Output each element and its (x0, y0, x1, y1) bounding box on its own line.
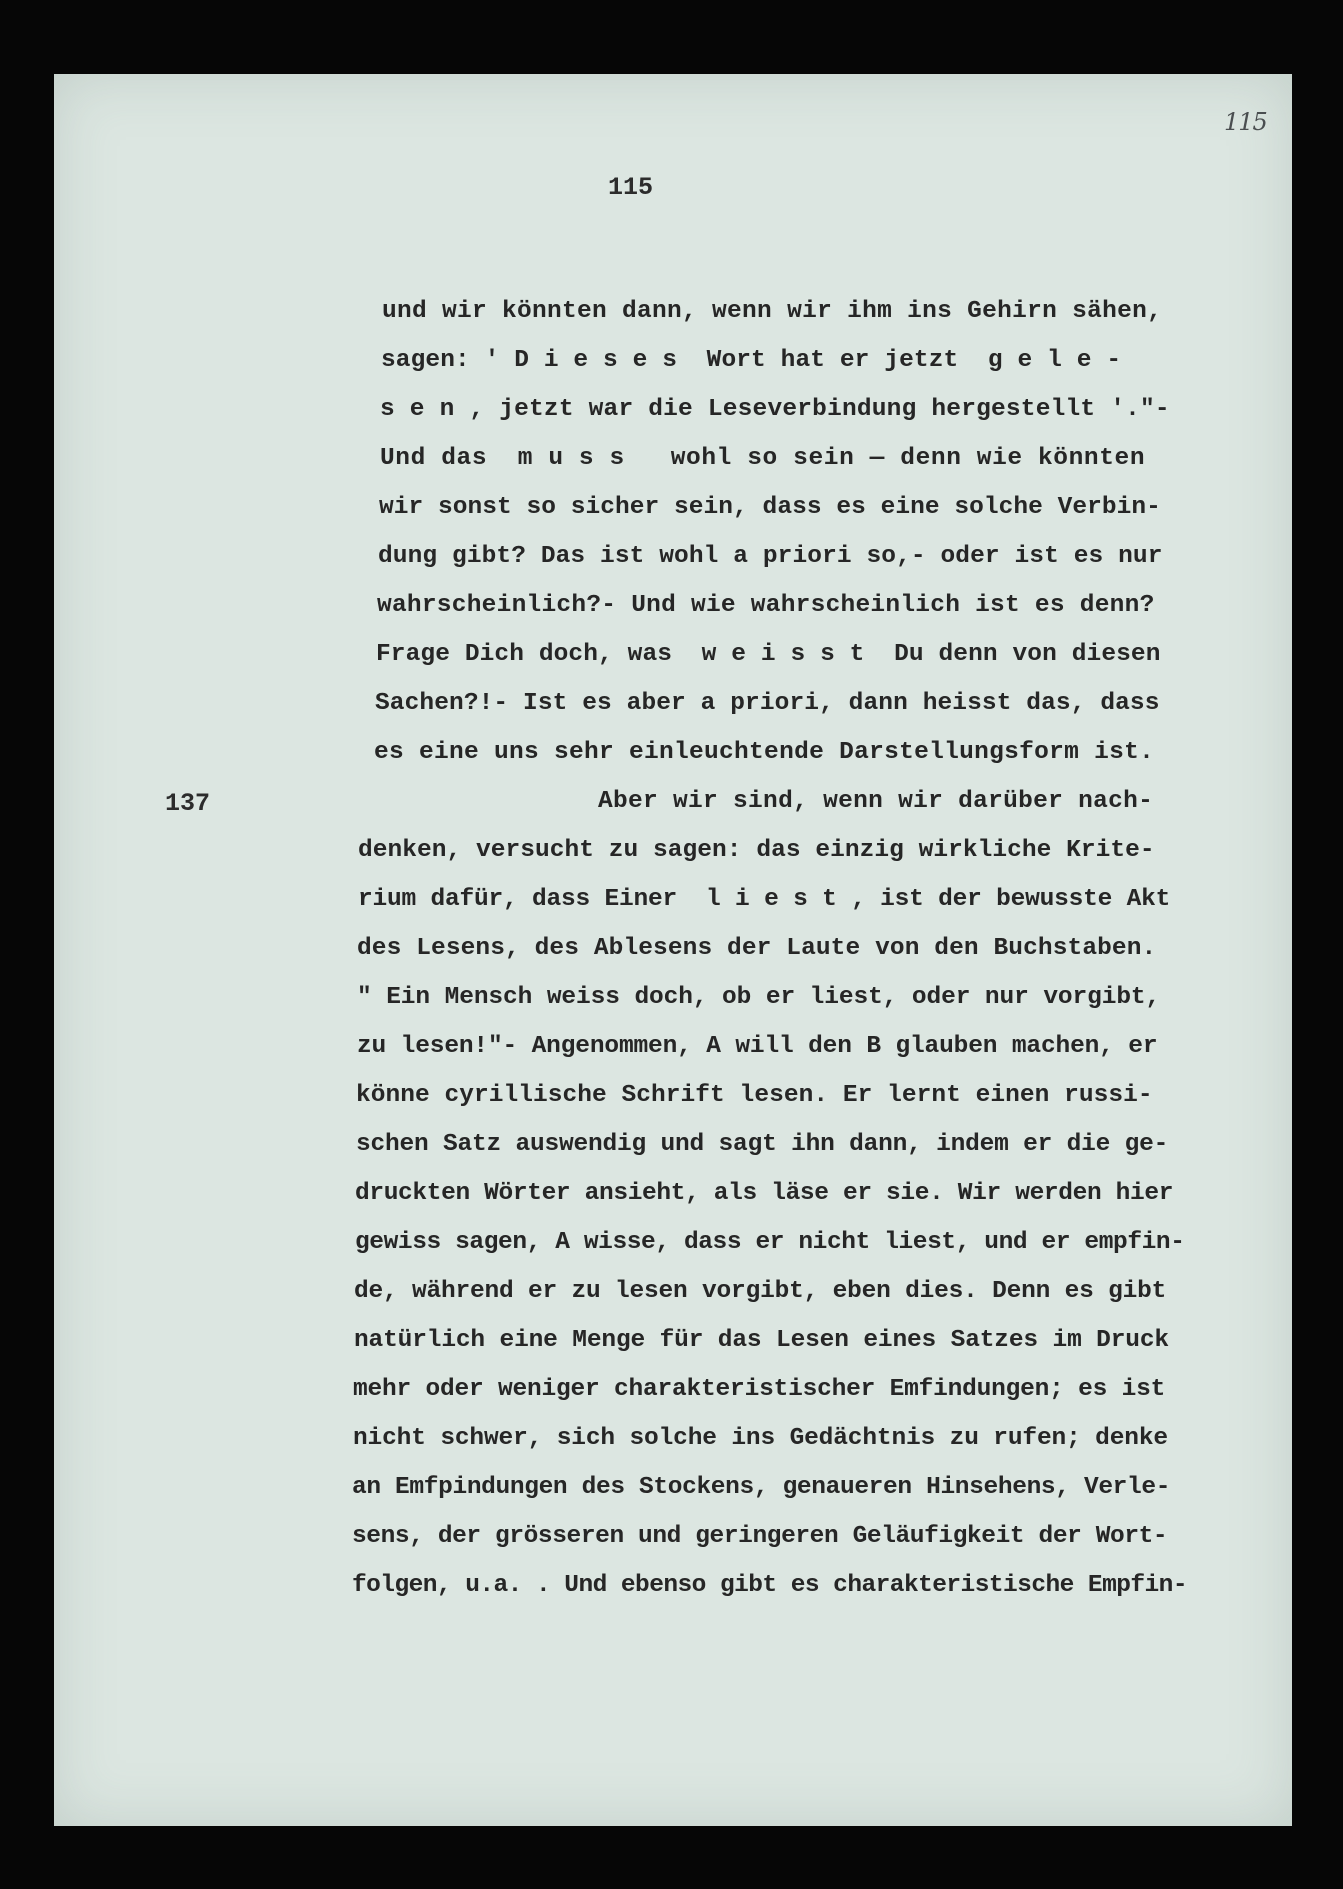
text-line: Frage Dich doch, was w e i s s t Du denn von diesen (376, 641, 1161, 668)
text-line: an Emfpindungen des Stockens, genaueren Hinsehens, Verle- (352, 1474, 1171, 1501)
text-line: dung gibt? Das ist wohl a priori so,- oder ist es nur (378, 543, 1163, 570)
text-line: Sachen?!- Ist es aber a priori, dann heisst das, dass (375, 690, 1160, 717)
text-line: nicht schwer, sich solche ins Gedächtnis zu rufen; denke (353, 1425, 1168, 1452)
text-line: s e n , jetzt war die Leseverbindung hergestellt '."- (380, 396, 1170, 423)
text-line: könne cyrillische Schrift lesen. Er lernt einen russi- (356, 1082, 1153, 1109)
text-line: des Lesens, des Ablesens der Laute von den Buchstaben. (357, 935, 1157, 962)
text-line: zu lesen!"- Angenommen, A will den B glauben machen, er (357, 1033, 1158, 1060)
margin-remark-number: 137 (165, 789, 211, 818)
text-line: denken, versucht zu sagen: das einzig wirkliche Krite- (358, 837, 1155, 864)
text-line: folgen, u.a. . Und ebenso gibt es charakteristische Empfin- (352, 1572, 1187, 1599)
text-line: druckten Wörter ansieht, als läse er sie. Wir werden hier (355, 1180, 1174, 1207)
text-line: sagen: ' D i e s e s Wort hat er jetzt g e l e - (381, 347, 1122, 374)
text-line: " Ein Mensch weiss doch, ob er liest, oder nur vorgibt, (357, 984, 1161, 1011)
text-line: sens, der grösseren und geringeren Geläufigkeit der Wort- (352, 1523, 1168, 1550)
text-line: Und das m u s s wohl so sein — denn wie könnten (380, 445, 1146, 472)
text-line: de, während er zu lesen vorgibt, eben dies. Denn es gibt (354, 1278, 1167, 1305)
text-line: natürlich eine Menge für das Lesen eines Satzes im Druck (354, 1327, 1169, 1354)
text-line: rium dafür, dass Einer l i e s t , ist der bewusste Akt (358, 886, 1171, 913)
text-line: wahrscheinlich?- Und wie wahrscheinlich ist es denn? (377, 592, 1155, 619)
page-number: 115 (608, 173, 654, 202)
text-line: wir sonst so sicher sein, dass es eine solche Verbin- (379, 494, 1161, 521)
text-line: mehr oder weniger charakteristischer Emfindungen; es ist (353, 1376, 1166, 1403)
text-line: Aber wir sind, wenn wir darüber nach- (373, 788, 1154, 815)
text-line: schen Satz auswendig und sagt ihn dann, indem er die ge- (356, 1131, 1169, 1158)
text-line: es eine uns sehr einleuchtende Darstellungsform ist. (374, 739, 1155, 766)
text-line: gewiss sagen, A wisse, dass er nicht liest, und er empfin- (355, 1229, 1185, 1256)
archive-page-number: 115 (1224, 108, 1267, 136)
text-line: und wir könnten dann, wenn wir ihm ins Gehirn sähen, (382, 298, 1163, 325)
